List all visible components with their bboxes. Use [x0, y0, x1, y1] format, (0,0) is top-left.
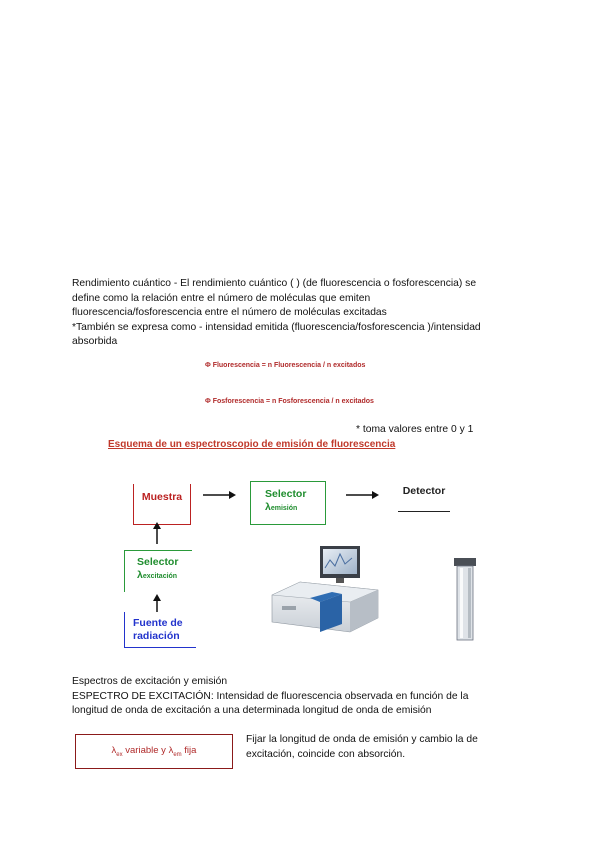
intro-line: Rendimiento cuántico - El rendimiento cuántico ( ) (de fluorescencia o fosforescencia) se: [72, 278, 477, 289]
lambda-symbol: λ: [137, 569, 143, 581]
radiation-source-box: [124, 612, 196, 648]
source-label-line1: Fuente de: [133, 617, 183, 629]
spectra-section: [72, 675, 522, 719]
sample-box: [133, 484, 191, 525]
arrow-right-icon: [346, 490, 380, 500]
em-subscript: em: [173, 751, 182, 758]
arrow-up-icon: [152, 522, 162, 544]
quantum-yield-paragraph: [72, 277, 522, 350]
intro-line: fluorescencia/fosforescencia entre el número de moléculas excitadas: [72, 307, 387, 319]
source-label-line2: radiación: [133, 630, 180, 642]
excitation-description: [246, 733, 516, 762]
spectrofluorometer-image: [270, 540, 380, 635]
detector-label: Detector: [402, 485, 446, 497]
emission-subscript: emisión: [270, 505, 298, 512]
spectra-line: ESPECTRO DE EXCITACIÓN: Intensidad de fluorescencia observada en función de la: [72, 690, 469, 702]
spectra-heading: Espectros de excitación y emisión: [72, 676, 228, 687]
desc-line: Fijar la longitud de onda de emisión y cambio la de: [246, 734, 478, 745]
intro-line: absorbida: [72, 336, 118, 348]
lambda-symbol: λ: [265, 501, 271, 513]
cuvette-image: [452, 558, 480, 642]
excitation-condition-box: [75, 734, 233, 769]
desc-line: excitación, coincide con absorción.: [246, 748, 406, 760]
excitation-subscript: excitación: [142, 573, 178, 580]
formula-fluorescence: Φ Fluorescencia = n Fluorescencia / n excitados: [205, 362, 366, 369]
intro-line: *También se expresa como - intensidad emitida (fluorescencia/fosforescencia )/intensidad: [72, 321, 481, 333]
excitation-selector-box: [124, 550, 192, 592]
intro-line: define como la relación entre el número de moléculas que emiten: [72, 292, 371, 304]
scheme-title: Esquema de un espectroscopio de emisión de fluorescencia: [108, 439, 396, 450]
detector-box: [398, 485, 450, 512]
range-note: * toma valores entre 0 y 1: [356, 424, 474, 435]
arrow-up-icon: [152, 594, 162, 612]
emission-selector-box: [250, 481, 326, 525]
arrow-right-icon: [203, 490, 237, 500]
condition-text: variable y: [122, 745, 169, 756]
emission-selector-label: Selector: [265, 488, 307, 500]
lambda-symbol: λ: [168, 745, 174, 756]
lambda-symbol: λ: [111, 745, 117, 756]
formula-phosphorescence: Φ Fosforescencia = n Fosforescencia / n excitados: [205, 398, 374, 405]
spectra-line: longitud de onda de excitación a una determinada longitud de onda de emisión: [72, 705, 432, 717]
sample-label: Muestra: [141, 491, 183, 503]
ex-subscript: ex: [116, 751, 123, 758]
condition-text: fija: [181, 745, 197, 756]
excitation-selector-label: Selector: [137, 556, 179, 568]
